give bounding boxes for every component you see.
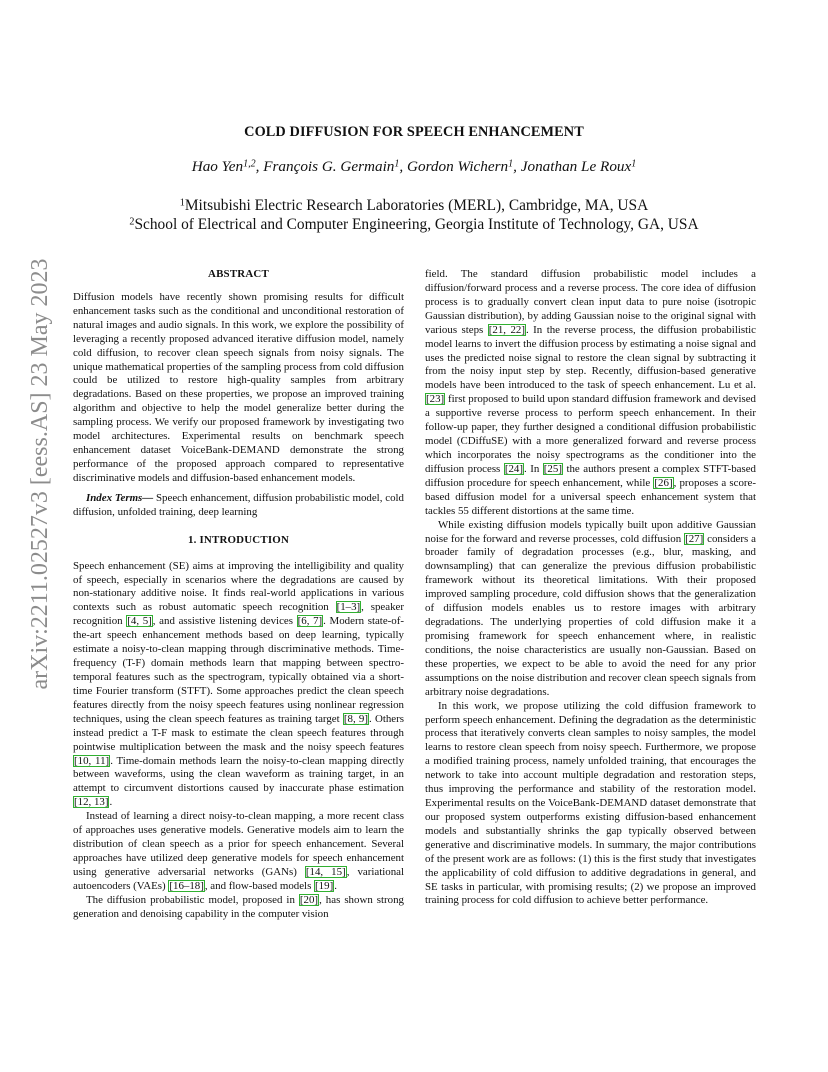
author-name: Jonathan Le Roux — [520, 158, 632, 175]
citation-link[interactable]: [8, 9] — [343, 712, 369, 725]
affiliation-2 — [0, 216, 828, 234]
citation-link[interactable]: [24] — [504, 462, 523, 475]
author-affiliation-marker: 1 — [508, 158, 514, 170]
author-name: Hao Yen — [191, 158, 244, 175]
author-separator: , — [513, 158, 521, 175]
citation-link[interactable]: [4, 5] — [127, 615, 152, 628]
arxiv-stamp: arXiv:2211.02527v3 [eess.AS] 23 May 2023 — [27, 258, 53, 690]
body-text: , speaker recognition — [73, 601, 404, 628]
affiliation-1-text: Mitsubishi Electric Research Laboratories (MERL), Cambridge, MA, USA — [184, 197, 649, 214]
body-text: considers a broader family of degradation processes (e.g., blur, masking, and downsampling) that can generalize the previous diffusion probabilistic framework without its theoretical limitations. With their proposed improved sampling procedure, cold diffusion shows that the generalization of diffusion models enables us to restore images with arbitrary degradations. The underlying properties of cold diffusion make it a promising framework for speech enhancement where, in realistic conditions, the noise characteristics are usually non-Gaussian. Based on these properties, we expect to be able to avoid the need for any prior assumptions on the noise distribution and recover clean speech signals from arbitrary noise degradations. — [425, 532, 756, 698]
citation-link[interactable]: [14, 15] — [305, 865, 346, 878]
body-text: , and assistive listening devices — [152, 615, 297, 628]
body-paragraph — [73, 894, 404, 922]
body-text: Speech enhancement (SE) aims at improving the intelligibility and quality of speech, especially in scenarios where the degradations are caused by non-stationary additive noise. It finds real-world applications in various contexts such as robust automatic speech recognition — [73, 559, 404, 614]
body-paragraph — [425, 700, 756, 909]
citation-link[interactable]: [16–18] — [169, 879, 204, 892]
index-terms-label: Index Terms— — [86, 491, 154, 504]
citation-link[interactable]: [6, 7] — [297, 615, 323, 628]
citation-link[interactable]: [20] — [299, 893, 319, 906]
author-affiliation-marker: 1,2 — [243, 158, 256, 170]
affiliation-2-text: School of Electrical and Computer Engineering, Georgia Institute of Technology, GA, USA — [134, 216, 699, 233]
body-paragraph — [73, 810, 404, 894]
abstract-text: Diffusion models have recently shown promising results for difficult enhancement tasks such as the conditional and unconditional restoration of natural images and audio signals. In this work, we explore the possibility of leveraging a recently proposed advanced iterative diffusion model, namely cold diffusion, to recover clean speech signals from noisy signals. The unique mathematical properties of the sampling process from cold diffusion could be utilized to restore high-quality samples from arbitrary degradations. Based on these properties, we propose an improved training algorithm and objective to help the model generalize better during the sampling process. We verify our proposed framework by investigating two model architectures. Experimental results on benchmark speech enhancement dataset VoiceBank-DEMAND demonstrate the strong performance of the proposed approach compared to representative discriminative models and diffusion-based enhancement models. — [73, 290, 404, 484]
author-separator: , — [255, 158, 264, 175]
body-text: In this work, we propose utilizing the cold diffusion framework to perform speech enhancement. Defining the degradation as the deterministic process that iteratively converts clean samples to noisy samples, the model learns to restore clean speech from noisy speech. Furthermore, we propose a modified training process, namely unfolded training, that encourages the network to take into account multiple degradation and restoration steps, thus improving the performance and stability of the restoration model. Experimental results on the VoiceBank-DEMAND dataset demonstrate that our proposed system outperforms existing diffusion-based enhancement models and substantially shrinks the gap typically observed between generative and discriminative models. In summary, the major contributions of the present work are as follows: (1) this is the first study that investigates the applicability of cold diffusion to additive degradations in general, and SE tasks in particular, with promising results; (2) we propose an improved training process for cold diffusion to achieve better performance. — [425, 699, 756, 907]
author-affiliation-marker: 1 — [631, 158, 637, 170]
citation-link[interactable]: [26] — [654, 476, 673, 489]
citation-link[interactable]: [27] — [685, 532, 704, 545]
affiliation-1-marker: 1 — [179, 197, 185, 209]
body-text: . Modern state-of-the-art speech enhancement methods based on deep learning, typically estimate a noisy-to-clean mapping through discriminative methods. Time-frequency (T-F) domain methods learn that mapping between spectro-temporal features such as the spectrogram, typically obtained via a short-time Fourier transform (STFT). Some approaches predict the clean speech features directly from the noisy speech features using nonlinear regression techniques, using the clean speech features as training target — [73, 615, 404, 725]
body-text: . — [109, 796, 113, 809]
body-text: first proposed to build upon standard diffusion framework and devised a supportive reverse process to perform speech enhancement. In their follow-up paper, they further designed a conditional diffusion probabilistic model (CDiffuSE) with a more generalized forward and reverse process which incorporates the noisy spectrograms as the conditioner into the diffusion process — [425, 393, 756, 475]
citation-link[interactable]: [12, 13] — [74, 796, 109, 809]
author-separator: , — [399, 158, 408, 175]
body-text: . In — [523, 462, 543, 475]
author-name: Gordon Wichern — [407, 158, 509, 175]
body-text: . In the reverse process, the diffusion probabilistic model learns to invert the diffusion process by estimating a noise signal and uses the predicted noise signal to restore the clean signal by subtracting it from the noisy input step by step. Recently, diffusion-based generative models have been introduced to the task of speech enhancement. Lu et al. — [425, 323, 756, 392]
body-text: Instead of learning a direct noisy-to-clean mapping, a more recent class of approaches uses generative models. Generative models aim to learn the distribution of clean speech as a prior for speech enhancement. Several approaches have utilized deep generative models for speech enhancement using generative adversarial networks (GANs) — [73, 810, 404, 878]
abstract-heading: ABSTRACT — [208, 268, 269, 280]
citation-link[interactable]: [1–3] — [336, 601, 361, 614]
citation-link[interactable]: [10, 11] — [74, 754, 110, 767]
citation-link[interactable]: [25] — [543, 462, 562, 475]
body-text: While existing diffusion models typically built upon additive Gaussian noise for the forward and reverse processes, cold diffusion — [425, 518, 756, 545]
affiliation-2-marker: 2 — [129, 216, 135, 228]
left-column — [73, 268, 404, 922]
citation-link[interactable]: [23] — [426, 393, 445, 406]
author-name: François G. Germain — [263, 158, 395, 175]
body-text: , and flow-based models — [204, 879, 315, 892]
author-affiliation-marker: 1 — [394, 158, 400, 170]
body-text: field. The standard diffusion probabilistic model includes a diffusion/forward process and a reverse process. The core idea of diffusion process is to gradually convert clean input data to pure noise (isotropic Gaussian distribution), by adding Gaussian noise to the original signal with various steps — [425, 268, 756, 336]
body-text: The diffusion probabilistic model, proposed in — [86, 893, 299, 906]
body-text: , has shown strong generation and denoising capability in the computer vision — [73, 893, 404, 920]
intro-left-body — [73, 560, 404, 922]
author-list — [0, 158, 828, 176]
index-terms-text: Speech enhancement, diffusion probabilistic model, cold diffusion, unfolded training, deep learning — [73, 491, 404, 518]
body-paragraph — [425, 268, 756, 519]
paper-title: COLD DIFFUSION FOR SPEECH ENHANCEMENT — [244, 124, 584, 140]
body-paragraph — [425, 519, 756, 700]
body-text: . Others instead predict a T-F mask to estimate the clean speech features through pointwise multiplication between the mask and the noisy speech features — [73, 712, 405, 753]
index-terms — [73, 492, 404, 520]
body-text: . — [334, 879, 337, 892]
right-column — [425, 268, 756, 908]
affiliation-1 — [0, 197, 828, 215]
body-text: , proposes a score-based diffusion model for a universal speech enhancement system that tackles 55 different distortions at the same time. — [425, 476, 756, 517]
body-text: the authors present a complex STFT-based diffusion procedure for speech enhancement, while — [425, 462, 757, 489]
citation-link[interactable]: [21, 22] — [488, 323, 525, 336]
body-text: , variational autoencoders (VAEs) — [73, 865, 405, 892]
intro-heading: 1. INTRODUCTION — [187, 533, 290, 546]
body-text: . Time-domain methods learn the noisy-to-clean mapping directly between waveforms, using the clean waveform as training target, in an attempt to circumvent distortions caused by inaccurate phase estimation — [73, 754, 405, 795]
body-paragraph — [73, 560, 404, 811]
intro-right-body — [425, 268, 756, 908]
citation-link[interactable]: [19] — [315, 879, 334, 892]
